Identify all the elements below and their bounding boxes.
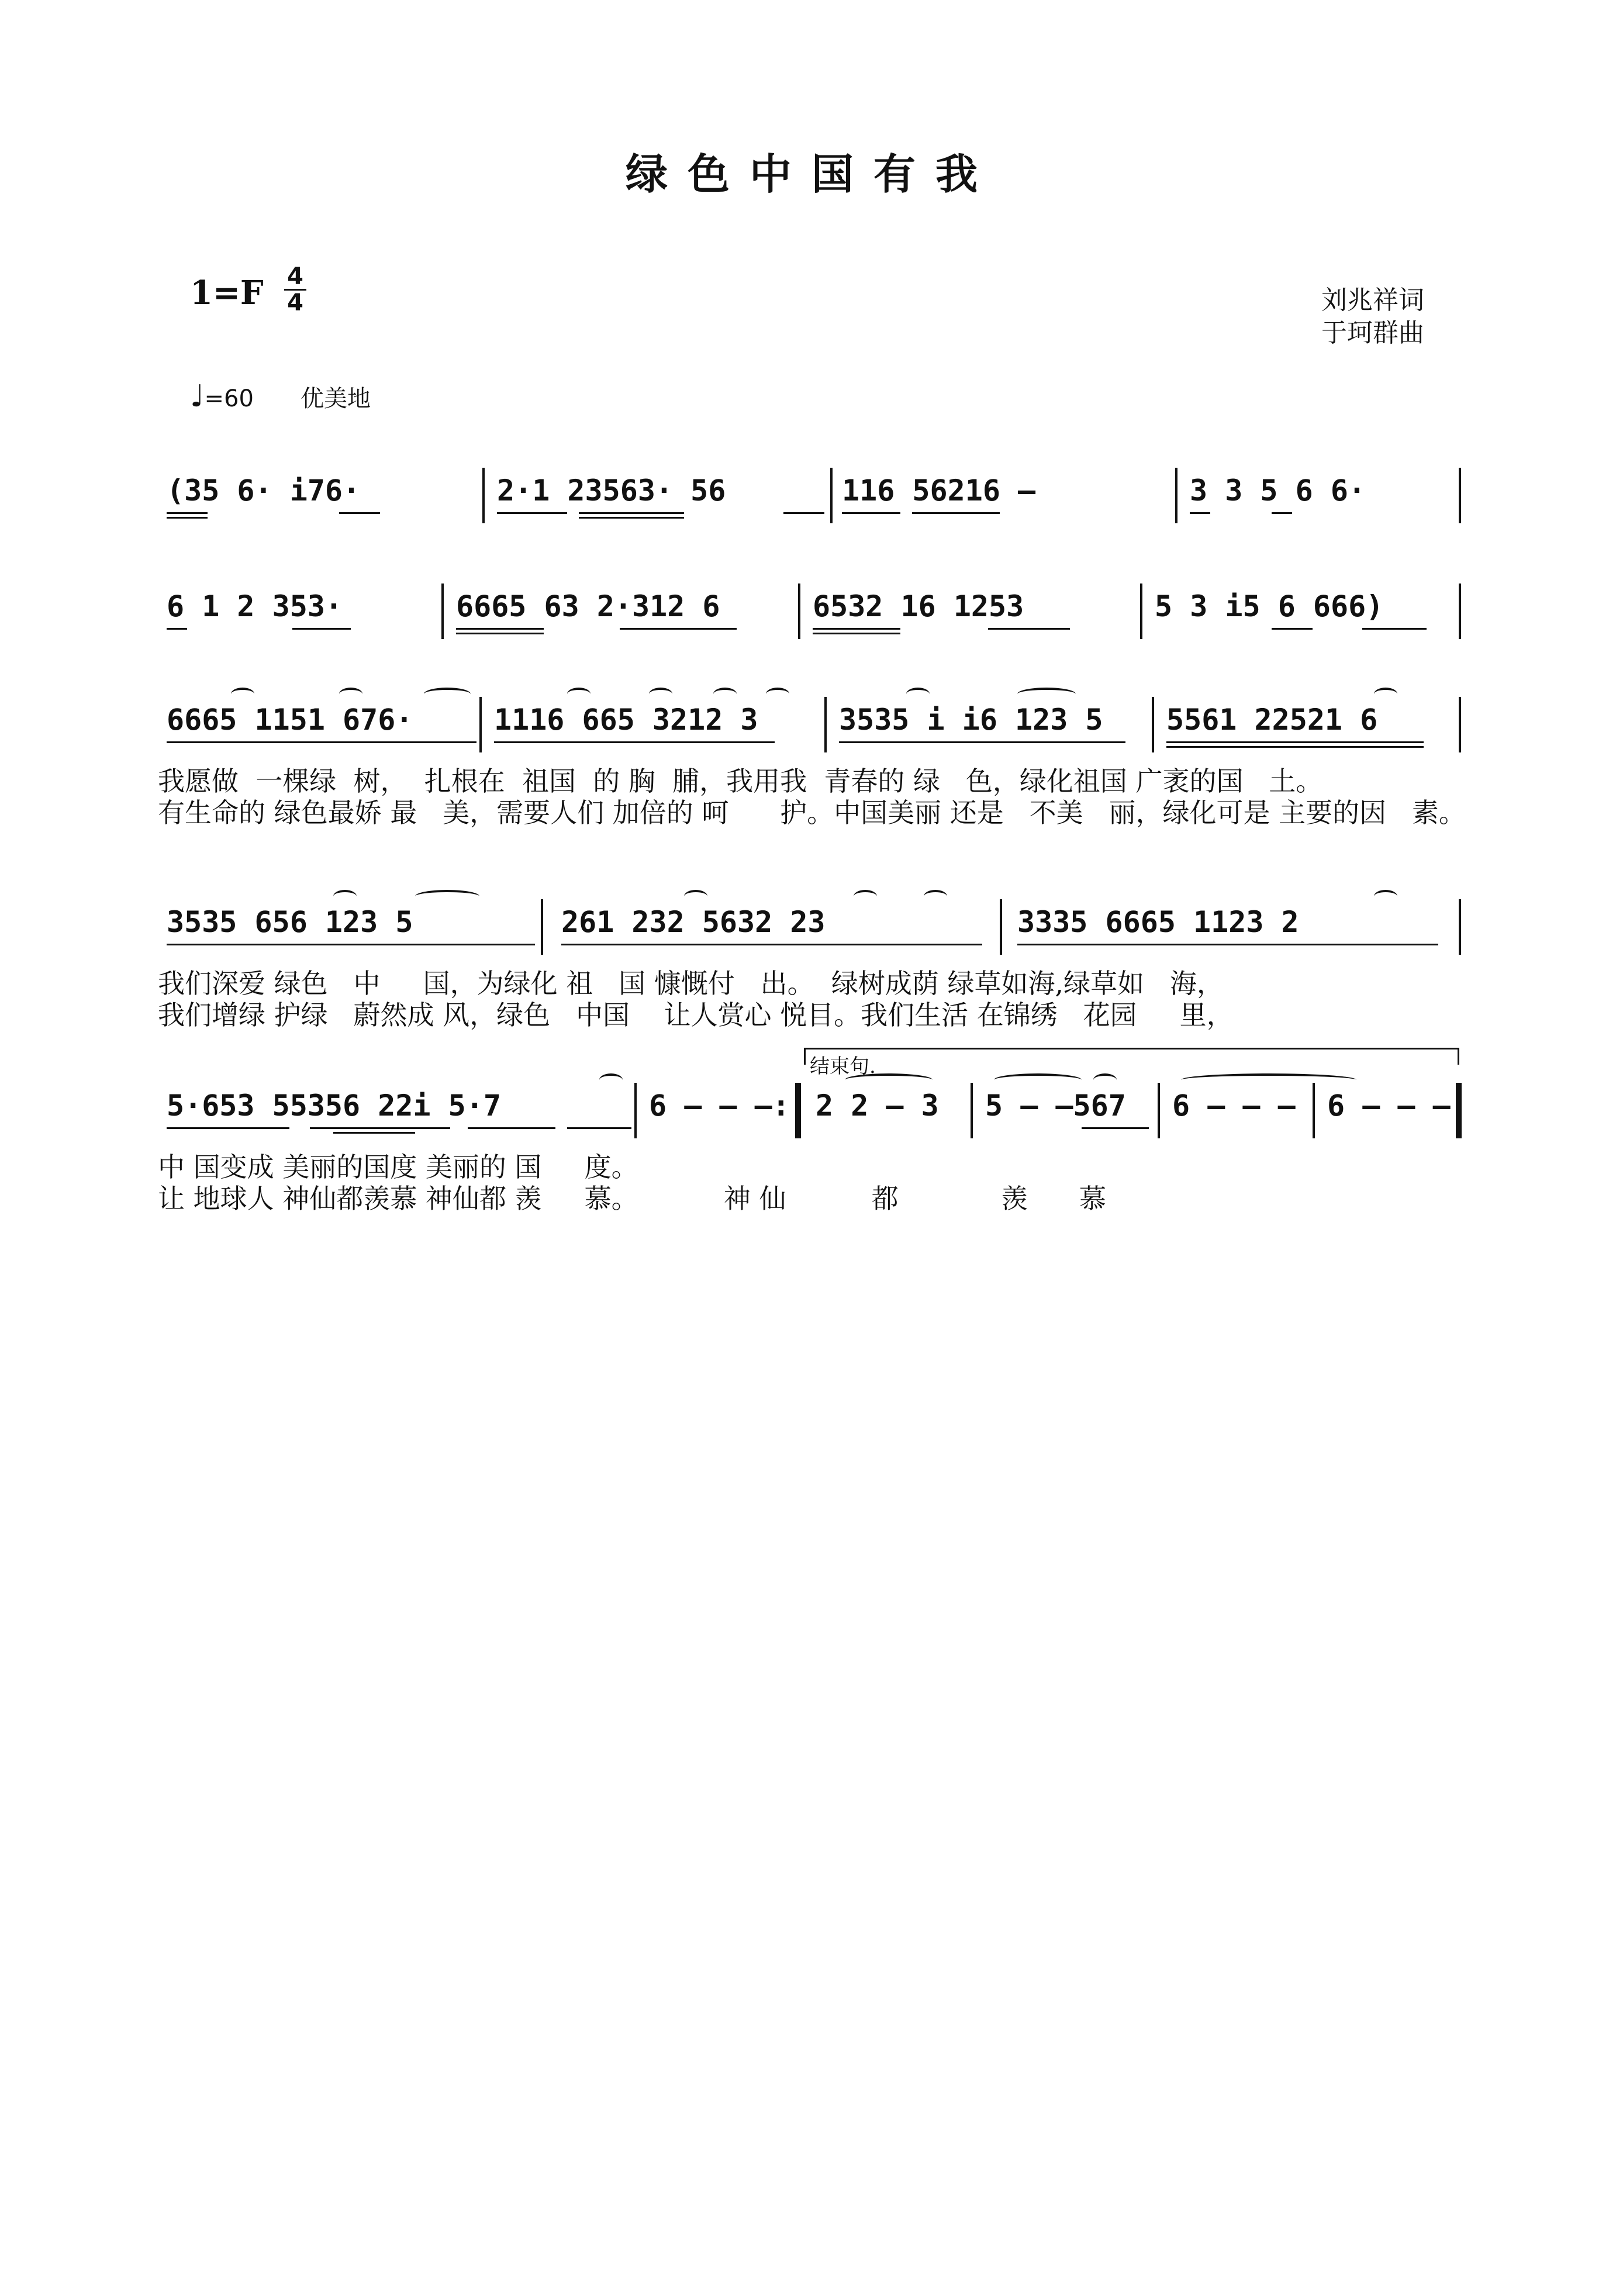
beam [497,512,567,514]
credits [1321,284,1424,350]
measure: 3535 i i6 123 5 [839,703,1103,737]
barline [1459,468,1461,523]
barline [441,584,444,639]
barline [1175,468,1177,523]
lyric-verse-1: 我愿做 一棵绿 树， 扎根在 祖国 的 胸 脯，我用我 青春的 绿 色，绿化祖国 广袤的国 土。 [158,765,1323,797]
slur [415,890,479,903]
expression-marking: 优美地 [300,385,371,412]
slur [684,890,707,903]
slur [599,1073,623,1086]
beam [579,512,684,514]
beam [1272,628,1313,630]
barline [1459,899,1461,955]
barline [1158,1083,1160,1138]
barline [971,1083,973,1138]
beam [1166,746,1424,748]
beam [456,633,544,634]
barline [830,468,833,523]
beam [1082,1127,1149,1129]
ending-label: 结束句. [810,1055,876,1078]
slur [766,688,789,700]
beam [167,1127,289,1129]
beam [292,628,351,630]
measure: 6 1 2 353· [167,589,343,623]
beam [333,1132,415,1134]
slur [994,1073,1082,1086]
beam [1190,512,1210,514]
key-signature: 1=F [190,274,264,312]
ending-bracket [804,1048,1459,1065]
measure: 3535 656 123 5 [167,905,413,939]
time-signature [281,264,310,315]
tempo-bpm: =60 [204,385,254,412]
beam [912,512,1000,514]
measure: 3 3 5 6 6· [1190,474,1366,507]
beam [561,944,982,945]
beam [813,628,900,630]
measure: 6 – – – [1172,1089,1296,1123]
barline [482,468,485,523]
slur [1181,1073,1356,1086]
beam [567,1127,631,1129]
beam [813,633,900,634]
beam [456,628,544,630]
slur [649,688,672,700]
measure: 6665 63 2·312 6 [456,589,720,623]
slur [924,890,947,903]
lyric-verse-1: 中 国变成 美丽的国度 美丽的 国 度。 [158,1151,638,1183]
composer: 于珂群曲 [1321,318,1424,348]
slur [424,688,471,700]
repeat-barline [795,1083,801,1138]
measure: 5 3 i5 6 666) [1155,589,1384,623]
beam [468,1127,555,1129]
slur [1093,1073,1117,1086]
barline [479,697,482,752]
slur [906,688,930,700]
lyric-verse-2: 我们增绿 护绿 蔚然成 风，绿色 中国 让人赏心 悦目。我们生活 在锦绣 花园 里， [158,999,1234,1031]
measure: 116 56216 – [842,474,1036,507]
meter-top: 4 [287,263,303,290]
barline [1152,697,1154,752]
beam [167,741,476,743]
slur [339,688,362,700]
beam [579,517,684,519]
meter-bottom: 4 [287,289,303,316]
barline [1459,697,1461,752]
beam [1017,944,1438,945]
measure: 5561 22521 6 [1166,703,1378,737]
tempo-marking [190,379,371,414]
beam [839,741,1125,743]
quarter-note-icon: ♩ [190,379,205,414]
measure: 5·653 55356 22i 5·7 [167,1089,501,1123]
page-title: 绿色中国有我 [625,150,997,199]
barline [824,697,827,752]
barline [1313,1083,1315,1138]
beam [1166,741,1424,743]
measure: 5 – –567 [985,1089,1126,1123]
barline [541,899,543,955]
measure: (35 6· i76· [167,474,361,507]
measure: 1116 665 3212 3 [494,703,758,737]
barline [798,584,800,639]
beam [1272,512,1292,514]
measure: 261 232 5632 23 [561,905,826,939]
beam [310,1127,450,1129]
slur [845,1073,933,1086]
slur [713,688,737,700]
barline [1000,899,1002,955]
measure: 6 – – –: [649,1089,790,1123]
beam [167,512,208,514]
barline [634,1083,637,1138]
measure: 6 – – – [1327,1089,1451,1123]
slur [1374,890,1397,903]
beam [339,512,380,514]
lyric-verse-2: 让 地球人 神仙都羡慕 神仙都 羡 慕。 神 仙 都 羡 慕 [158,1183,1106,1214]
beam [620,628,737,630]
final-barline [1456,1083,1462,1138]
lyric-verse-2: 有生命的 绿色最娇 最 美，需要人们 加倍的 呵 护。中国美丽 还是 不美 丽，绿化可是 主要的因 素。 [158,797,1466,828]
beam [167,517,208,519]
beam [988,628,1070,630]
slur [231,688,254,700]
measure: 6665 1151 676· [167,703,413,737]
beam [494,741,775,743]
measure: 6532 16 1253 [813,589,1024,623]
slur [333,890,357,903]
lyric-verse-1: 我们深爱 绿色 中 国，为绿化 祖 国 慷慨付 出。 绿树成荫 绿草如海,绿草如 海， [158,968,1224,999]
beam [1362,628,1427,630]
measure: 3335 6665 1123 2 [1017,905,1299,939]
slur [1374,688,1397,700]
beam [167,628,187,630]
measure: 2·1 23563· 56 [497,474,726,507]
beam [783,512,824,514]
slur [1017,688,1076,700]
slur [567,688,591,700]
measure: 2 2 – 3 [816,1089,939,1123]
barline [1459,584,1461,639]
beam [167,944,535,945]
lyricist: 刘兆祥词 [1321,285,1424,315]
slur [854,890,877,903]
beam [842,512,900,514]
barline [1140,584,1142,639]
